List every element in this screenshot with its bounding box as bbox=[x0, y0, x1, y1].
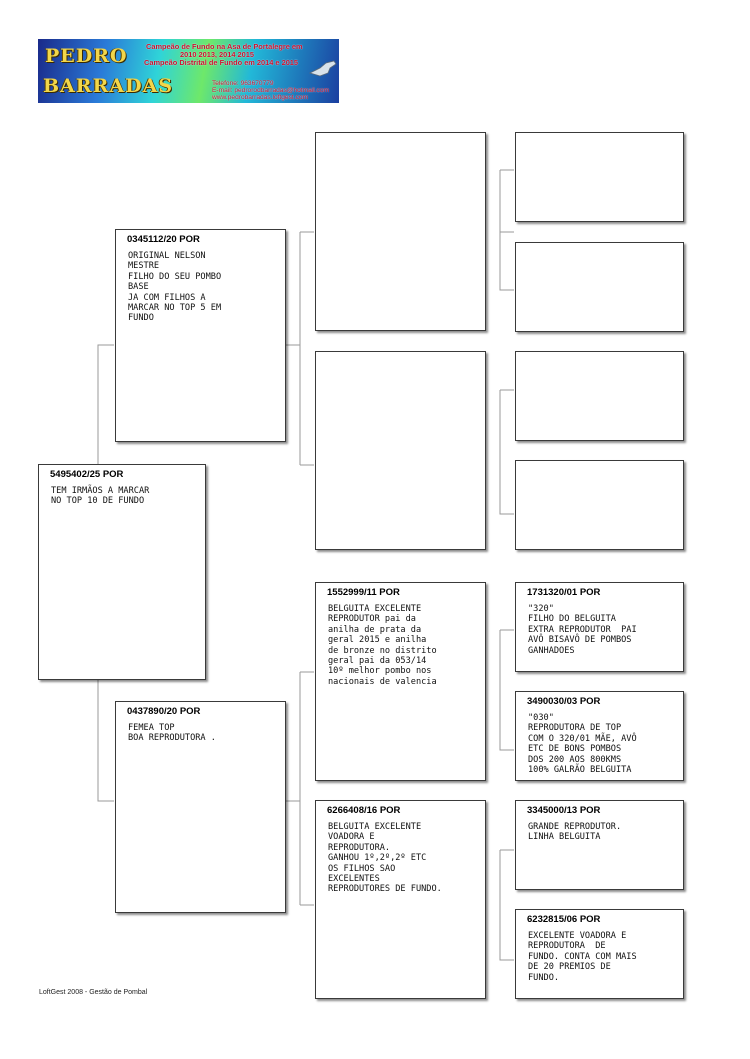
dam-ring-number: 0437890/20 POR bbox=[127, 706, 201, 717]
pedigree-box-dam-dam bbox=[315, 800, 486, 999]
pedigree-box-sire bbox=[115, 229, 286, 442]
ggp-6-description: "030" REPRODUTORA DE TOP COM O 320/01 MÃE, AVÔ ETC DE BONS POMBOS DOS 200 AOS 800KMS 100% GALRÃO BELGUITA bbox=[528, 713, 637, 776]
dam-description: FEMEA TOP BOA REPRODUTORA . bbox=[128, 723, 216, 744]
banner-title-line3: Campeão Distrital de Fundo em 2014 e 2015 bbox=[144, 58, 299, 67]
pedigree-box-dam bbox=[115, 701, 286, 913]
dam-dam-description: BELGUITA EXCELENTE VOADORA E REPRODUTORA. GANHOU 1º,2º,2º ETC OS FILHOS SAO EXCELENTES REPRODUTORES DE FUNDO. bbox=[328, 822, 442, 895]
banner-title-line1: Campeão de Fundo na Asa de Portalegre em bbox=[146, 42, 303, 51]
logo-last-name: BARRADAS bbox=[43, 75, 174, 97]
banner-phone: Telefone: 963670779 bbox=[212, 80, 274, 87]
ggp-5-ring-number: 1731320/01 POR bbox=[527, 587, 601, 598]
dam-sire-ring-number: 1552999/11 POR bbox=[327, 587, 400, 598]
pedigree-box-dam-sire bbox=[315, 582, 486, 781]
banner-title-line2: 2010 2013, 2014 2015 bbox=[180, 50, 254, 59]
pedigree-box-sire-dam bbox=[315, 351, 486, 550]
sire-ring-number: 0345112/20 POR bbox=[127, 234, 200, 245]
pedigree-box-ggp-6 bbox=[515, 691, 684, 781]
pedigree-box-ggp-3 bbox=[515, 351, 684, 441]
dam-dam-ring-number: 6266408/16 POR bbox=[327, 805, 401, 816]
dam-sire-description: BELGUITA EXCELENTE REPRODUTOR pai da anilha de prata da geral 2015 e anilha de bronze no distrito geral pai da 053/14 10º melhor pombo nos nacionais de valencia bbox=[328, 604, 437, 687]
pedigree-box-sire-sire bbox=[315, 132, 486, 331]
subject-ring-number: 5495402/25 POR bbox=[50, 469, 124, 480]
pedigree-box-ggp-1 bbox=[515, 132, 684, 222]
pedigree-box-ggp-7 bbox=[515, 800, 684, 890]
pedigree-box-ggp-2 bbox=[515, 242, 684, 332]
logo-first-name: PEDRO bbox=[45, 45, 128, 67]
ggp-7-description: GRANDE REPRODUTOR. LINHA BELGUITA bbox=[528, 822, 622, 843]
sire-description: ORIGINAL NELSON MESTRE FILHO DO SEU POMBO BASE JA COM FILHOS A MARCAR NO TOP 5 EM FUNDO bbox=[128, 251, 222, 324]
pedigree-box-subject bbox=[38, 464, 206, 680]
footer-credit: LoftGest 2008 - Gestão de Pombal bbox=[39, 989, 148, 996]
banner-email: E-mail: pedrorodbarradas@hotmail.com bbox=[212, 87, 330, 94]
pedigree-box-ggp-5 bbox=[515, 582, 684, 672]
banner-website: www.pedrobarradas.loftgest.com bbox=[212, 94, 309, 101]
ggp-5-description: "320" FILHO DO BELGUITA EXTRA REPRODUTOR PAI AVÔ BISAVÔ DE POMBOS GANHADOES bbox=[528, 604, 637, 656]
subject-description: TEM IRMÃOS A MARCAR NO TOP 10 DE FUNDO bbox=[51, 486, 150, 507]
ggp-7-ring-number: 3345000/13 POR bbox=[527, 805, 601, 816]
ggp-8-description: EXCELENTE VOADORA E REPRODUTORA DE FUNDO. CONTA COM MAIS DE 20 PREMIOS DE FUNDO. bbox=[528, 931, 637, 983]
ggp-6-ring-number: 3490030/03 POR bbox=[527, 696, 601, 707]
ggp-8-ring-number: 6232815/06 POR bbox=[527, 914, 601, 925]
pedigree-box-ggp-4 bbox=[515, 460, 684, 550]
pedigree-box-ggp-8 bbox=[515, 909, 684, 999]
